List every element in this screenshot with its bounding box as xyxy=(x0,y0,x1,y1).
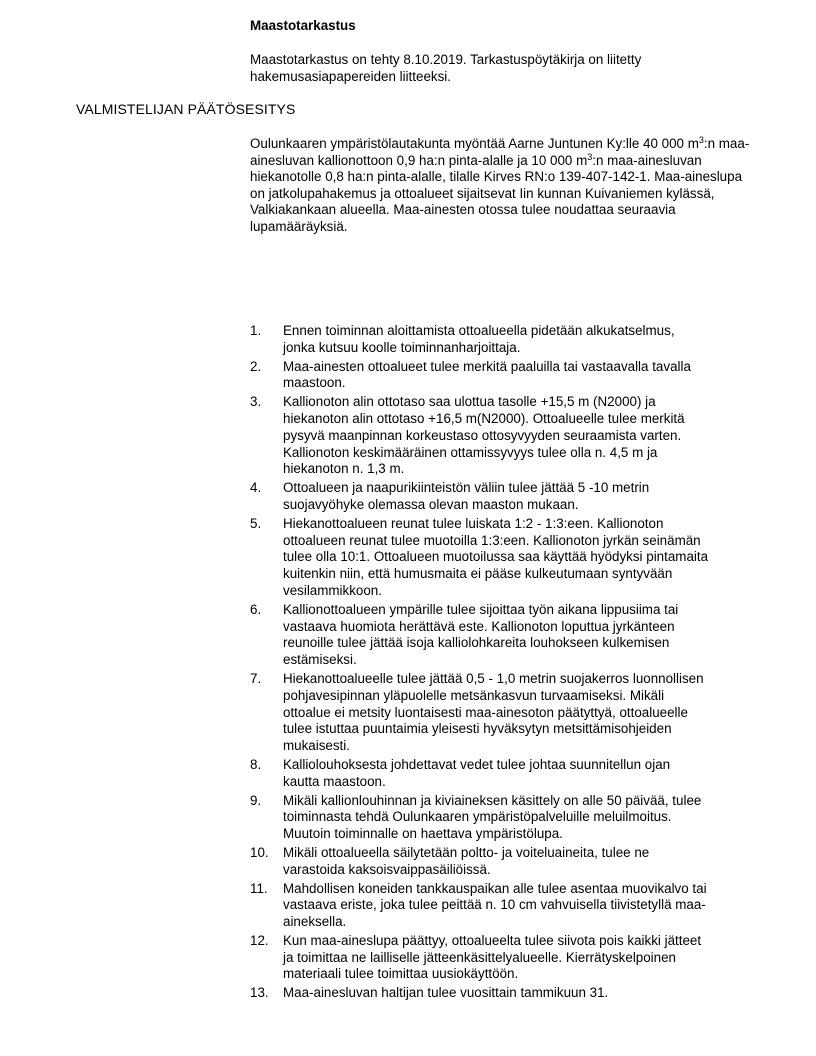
list-item xyxy=(250,985,710,1002)
decision-text-part2: :n maa-ainesluvan kallionottoon 0,9 ha:n pinta-alalle ja 10 000 m xyxy=(250,136,750,168)
list-item xyxy=(250,480,710,514)
decision-text-part3: :n maa-ainesluvan hiekanotolle 0,8 ha:n pinta-alalle, tilalle Kirves RN:o 139-407-142-1. Maa-aineslupa on jatkolupahakemus ja ottoalueet sijaitsevat Iin kunnan Kuivaniemen kylässä, Valkiakankaan alueella. Maa-ainesten otossa tulee noudattaa seuraavia lupamääräyksiä. xyxy=(250,152,743,234)
list-item xyxy=(250,793,710,843)
list-item-number: 10. xyxy=(250,844,269,860)
list-item xyxy=(250,845,710,879)
list-item-text: Maa-ainesten ottoalueet tulee merkitä paaluilla tai vastaavalla tavalla maastoon. xyxy=(283,358,691,391)
list-item-number: 2. xyxy=(250,358,262,374)
list-item-number: 3. xyxy=(250,394,262,410)
list-item-text: Mikäli kallionlouhinnan ja kiviaineksen käsittely on alle 50 päivää, tulee toiminnasta tehdä Oulunkaaren ympäristöpalveluille meluilmoitus. Muutoin toiminnalle on haettava ympäristölupa. xyxy=(283,792,702,842)
section-heading-decision-proposal: VALMISTELIJAN PÄÄTÖSESITYS xyxy=(76,101,296,117)
list-item xyxy=(250,359,710,393)
permit-conditions-list xyxy=(250,323,710,1004)
list-item-number: 13. xyxy=(250,985,269,1001)
list-item-number: 4. xyxy=(250,480,262,496)
list-item-number: 9. xyxy=(250,792,262,808)
list-item xyxy=(250,671,710,755)
list-item-text: Hiekanottoalueen reunat tulee luiskata 1:2 - 1:3:een. Kallionoton ottoalueen reunat tulee muotoilla 1:3:een. Kallionoton jyrkän seinämän tulee olla 10:1. Ottoalueen muotoilussa saa käyttää hyödyksi pintamaita kuitenkin niin, että humusmaita ei pääse kulkeutumaan syntyvään vesilammikkoon. xyxy=(283,515,709,598)
list-item-number: 11. xyxy=(250,880,268,896)
list-item-text: Kalliolouhoksesta johdettavat vedet tulee johtaa suunnitellun ojan kautta maastoon. xyxy=(283,756,671,789)
list-item xyxy=(250,323,710,357)
list-item-number: 6. xyxy=(250,601,262,617)
decision-text-part1: Oulunkaaren ympäristölautakunta myöntää Aarne Juntunen Ky:lle 40 000 m xyxy=(250,136,699,151)
list-item-number: 7. xyxy=(250,670,262,686)
list-item-text: Ottoalueen ja naapurikiinteistön väliin tulee jättää 5 -10 metrin suojavyöhyke olemassa olevan maaston mukaan. xyxy=(283,480,650,512)
list-item-text: Mahdollisen koneiden tankkauspaikan alle tulee asentaa muovikalvo tai vastaava eriste, joka tulee peittää n. 10 cm vahvuisella tiivistetyllä maa-aineksella. xyxy=(283,880,707,930)
list-item-text: Kallionottoalueen ympärille tulee sijoittaa työn aikana lippusiima tai vastaava huomiota herättävä este. Kallionoton loputtua jyrkänteen reunoille tulee jättää isoja kalliolohkareita louhokseen kulkemisen estämiseksi. xyxy=(283,601,679,668)
list-item-number: 1. xyxy=(250,323,262,338)
decision-paragraph xyxy=(250,136,750,236)
inspection-paragraph: Maastotarkastus on tehty 8.10.2019. Tarkastuspöytäkirja on liitetty hakemusasiapapereiden liitteeksi. xyxy=(250,52,642,84)
list-item xyxy=(250,602,710,669)
superscript-cubic: 3 xyxy=(587,151,593,162)
list-item-number: 5. xyxy=(250,515,262,531)
list-item-text: Hiekanottoalueelle tulee jättää 0,5 - 1,0 metrin suojakerros luonnollisen pohjavesipinnan yläpuolelle metsänkasvun turvaamiseksi. Mikäli ottoalue ei metsity luontaisesti maa-ainesoton päätyttyä, ottoalueelle tulee istuttaa puuntaimia yleisesti hyväksytyn metsittämisohjeiden mukaisesti. xyxy=(283,670,704,754)
list-item-text: Maa-ainesluvan haltijan tulee vuosittain tammikuun 31. xyxy=(283,985,609,1001)
list-item-text: Kallionoton alin ottotaso saa ulottua tasolle +15,5 m (N2000) ja hiekanoton alin ottotaso +16,5 m(N2000). Ottoalueelle tulee merkitä pysyvä maanpinnan korkeustaso ottosyvyyden seuraamista varten. Kallionoton keskimääräinen ottamissyvyys tulee olla n. 4,5 m ja hiekanoton n. 1,3 m. xyxy=(283,394,685,477)
list-item xyxy=(250,757,710,791)
list-item xyxy=(250,933,710,983)
list-item-text: Kun maa-aineslupa päättyy, ottoalueelta tulee siivota pois kaikki jätteet ja toimittaa ne lailliselle jätteenkäsittelyalueelle. Kierrätyskelpoinen materiaali tulee toimittaa uusiokäyttöön. xyxy=(283,932,702,982)
list-item xyxy=(250,516,710,600)
list-item-number: 12. xyxy=(250,932,269,948)
list-item-number: 8. xyxy=(250,756,262,772)
list-item-text: Mikäli ottoalueella säilytetään poltto- ja voiteluaineita, tulee ne varastoida kaksoisvaippasäiliöissä. xyxy=(283,844,650,877)
list-item xyxy=(250,881,710,931)
list-item xyxy=(250,394,710,478)
superscript-cubic: 3 xyxy=(698,135,704,145)
section-heading-maastotarkastus: Maastotarkastus xyxy=(250,18,356,33)
list-item-text: Ennen toiminnan aloittamista ottoalueella pidetään alkukatselmus, jonka kutsuu koolle toiminnanharjoittaja. xyxy=(283,323,675,355)
